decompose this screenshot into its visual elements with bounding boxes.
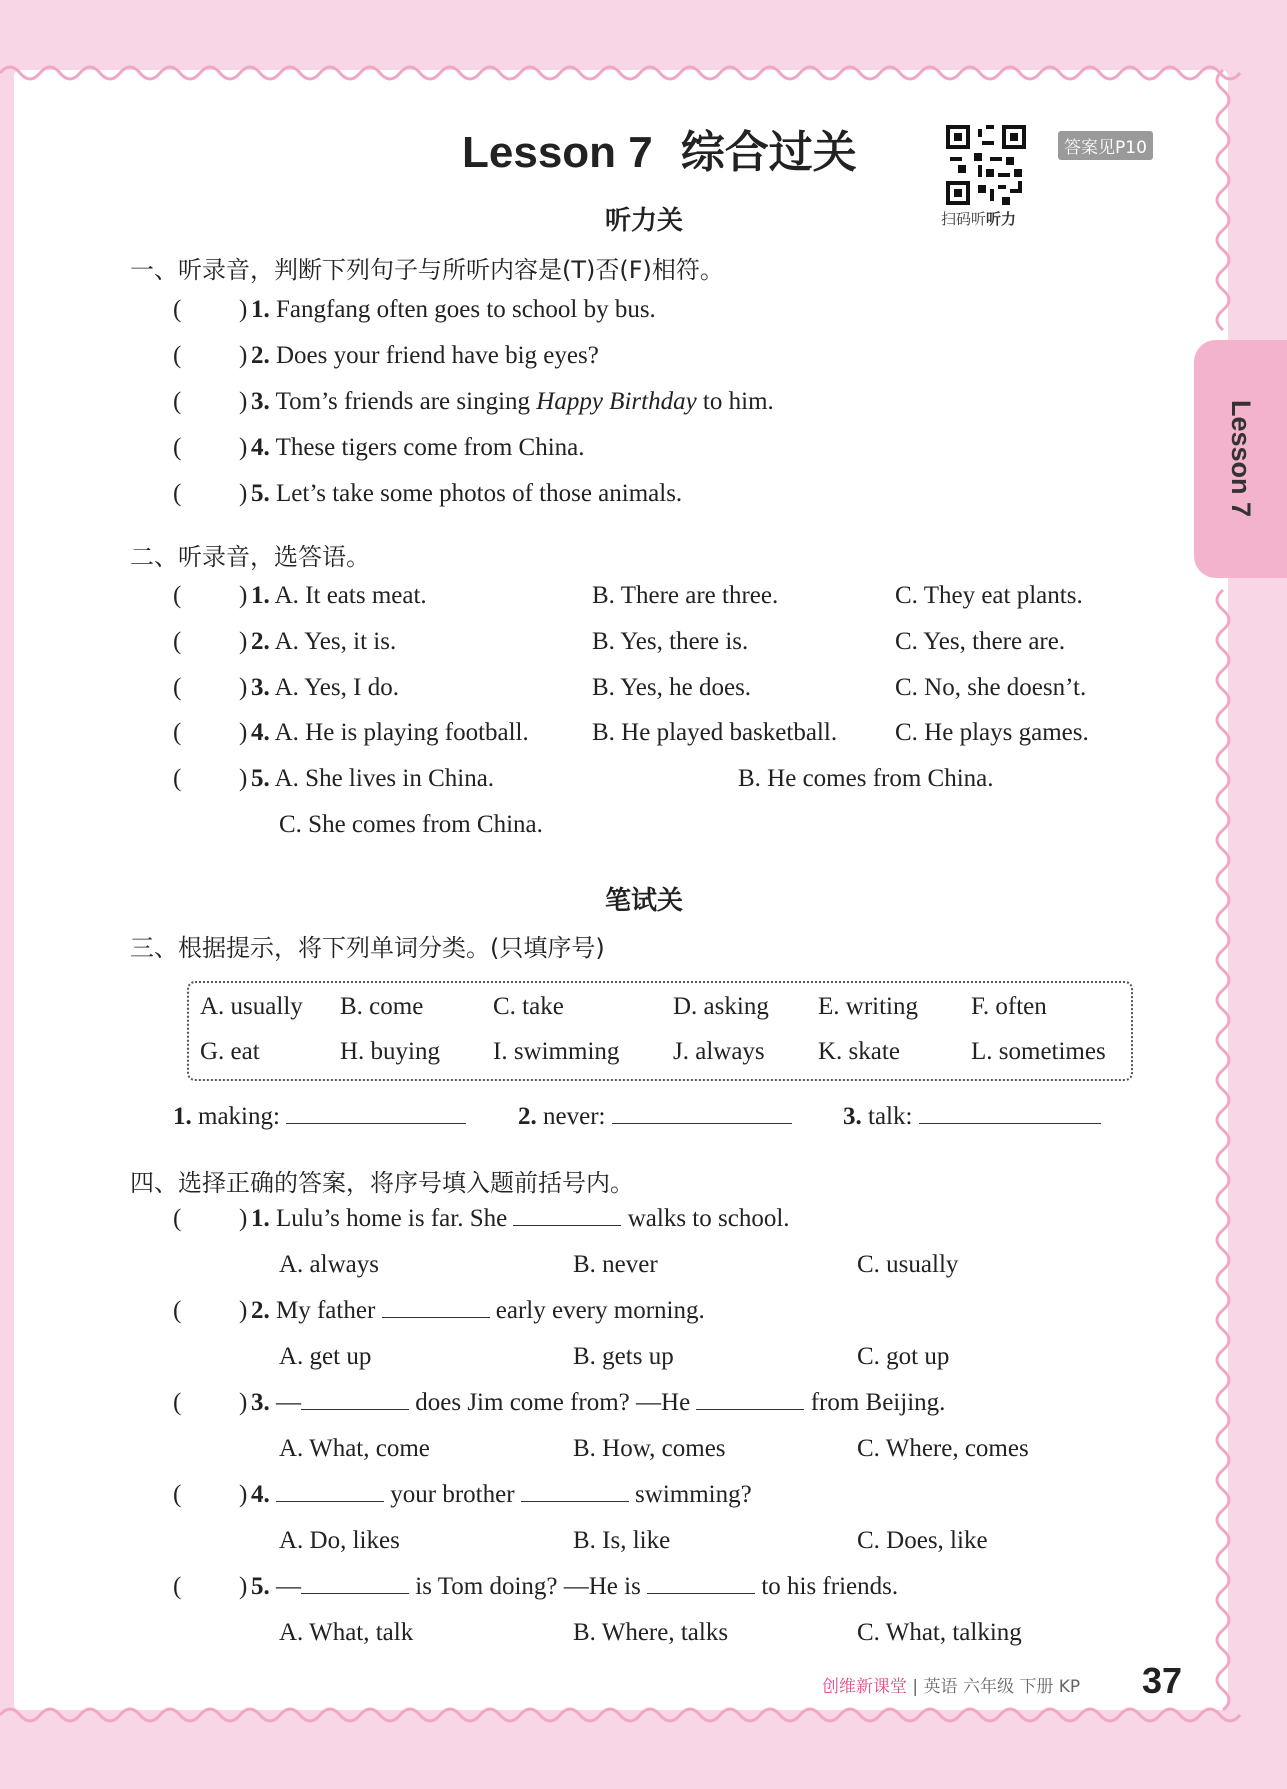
part2-item-1: ( ) 1. A. It eats meat. B. There are three. C. They eat plants.: [173, 582, 1083, 609]
part1-item-4: ( ) 4. These tigers come from China.: [173, 434, 585, 461]
part2-item-2: ( ) 2. A. Yes, it is. B. Yes, there is. C. Yes, there are.: [173, 628, 1066, 655]
part2-item-4: ( ) 4. A. He is playing football. B. He played basketball. C. He plays games.: [173, 719, 1089, 746]
part3-prompts: 1. making: 2. never: 3. talk:: [0, 1103, 1287, 1139]
answer-blank[interactable]: [919, 1122, 1101, 1124]
answer-blank[interactable]: [696, 1408, 804, 1410]
part4-item-1: ( ) 1. Lulu’s home is far. She walks to school.: [173, 1205, 790, 1232]
answer-bracket[interactable]: ( ): [173, 1481, 248, 1508]
word-bank-row-1: [0, 993, 1287, 1029]
answer-bracket[interactable]: ( ): [173, 1389, 248, 1416]
part4-item-4: ( ) 4. your brother swimming?: [173, 1481, 752, 1508]
lesson-subtitle: 综合过关: [680, 128, 857, 177]
word-option: G. eat: [200, 1038, 260, 1065]
answer-bracket[interactable]: ( ): [173, 582, 248, 609]
word-option: B. come: [340, 993, 424, 1020]
part4-item-5: ( ) 5. — is Tom doing? —He is to his friends.: [173, 1573, 899, 1600]
part4-instruction: 四、选择正确的答案，将序号填入题前括号内。: [130, 1169, 634, 1197]
word-option: H. buying: [340, 1038, 440, 1065]
word-option: A. usually: [200, 993, 303, 1020]
answer-blank[interactable]: [276, 1500, 384, 1502]
answer-blank[interactable]: [382, 1316, 490, 1318]
answer-reference-badge: 答案见P10: [1058, 131, 1153, 160]
part1-item-3: ( ) 3. Tom’s friends are singing Happy Birthday to him.: [173, 388, 774, 415]
answer-bracket[interactable]: ( ): [173, 1297, 248, 1324]
word-option: I. swimming: [493, 1038, 620, 1065]
answer-bracket[interactable]: ( ): [173, 1205, 248, 1232]
answer-bracket[interactable]: ( ): [173, 342, 248, 369]
brand-name: 创维新课堂: [822, 1677, 907, 1697]
answer-bracket[interactable]: ( ): [173, 388, 248, 415]
answer-bracket[interactable]: ( ): [173, 480, 248, 507]
side-lesson-tab: Lesson 7: [1194, 340, 1287, 578]
answer-bracket[interactable]: ( ): [173, 434, 248, 461]
answer-blank[interactable]: [612, 1122, 792, 1124]
qr-label: 扫码听听力: [941, 210, 1017, 228]
answer-bracket[interactable]: ( ): [173, 765, 248, 792]
part3-instruction: 三、根据提示，将下列单词分类。(只填序号): [130, 934, 605, 962]
word-option: E. writing: [818, 993, 918, 1020]
part2-instruction: 二、听录音，选答语。: [130, 543, 370, 571]
answer-blank[interactable]: [286, 1122, 466, 1124]
writing-heading: 笔试关: [605, 886, 684, 916]
word-option: D. asking: [673, 993, 769, 1020]
answer-blank[interactable]: [513, 1224, 621, 1226]
part4-item-3-options: A. What, come B. How, comes C. Where, comes: [279, 1435, 1029, 1462]
word-option: J. always: [673, 1038, 765, 1065]
listening-heading: 听力关: [605, 206, 684, 236]
part4-item-2: ( ) 2. My father early every morning.: [173, 1297, 705, 1324]
lesson-title: Lesson 7: [462, 128, 653, 177]
footer-info: 创维新课堂 | 英语 六年级 下册 KP: [822, 1677, 1081, 1697]
answer-blank[interactable]: [301, 1592, 409, 1594]
word-option: C. take: [493, 993, 564, 1020]
part2-item-3: ( ) 3. A. Yes, I do. B. Yes, he does. C. No, she doesn’t.: [173, 674, 1087, 701]
answer-bracket[interactable]: ( ): [173, 719, 248, 746]
answer-blank[interactable]: [301, 1408, 409, 1410]
part2-item-5: ( ) 5. A. She lives in China. B. He comes from China.: [173, 765, 994, 792]
page-number: 37: [1142, 1660, 1183, 1701]
answer-bracket[interactable]: ( ): [173, 674, 248, 701]
word-option: L. sometimes: [971, 1038, 1106, 1065]
word-option: F. often: [971, 993, 1047, 1020]
part4-item-5-options: A. What, talk B. Where, talks C. What, talking: [279, 1619, 1022, 1646]
part1-instruction: 一、听录音，判断下列句子与所听内容是(T)否(F)相符。: [130, 256, 724, 284]
answer-bracket[interactable]: ( ): [173, 296, 248, 323]
part1-item-1: ( ) 1. Fangfang often goes to school by bus.: [173, 296, 656, 323]
part4-item-1-options: A. always B. never C. usually: [279, 1251, 959, 1278]
part1-item-2: ( ) 2. Does your friend have big eyes?: [173, 342, 599, 369]
part4-item-2-options: A. get up B. gets up C. got up: [279, 1343, 950, 1370]
page-title: [462, 116, 857, 180]
answer-bracket[interactable]: ( ): [173, 1573, 248, 1600]
part1-item-5: ( ) 5. Let’s take some photos of those animals.: [173, 480, 683, 507]
word-bank-row-2: [0, 1038, 1287, 1074]
part2-item-5-option-c: C. She comes from China.: [279, 811, 543, 838]
answer-bracket[interactable]: ( ): [173, 628, 248, 655]
part4-item-4-options: A. Do, likes B. Is, like C. Does, like: [279, 1527, 988, 1554]
answer-blank[interactable]: [521, 1500, 629, 1502]
answer-blank[interactable]: [647, 1592, 755, 1594]
qr-code-icon[interactable]: [946, 125, 1026, 205]
word-option: K. skate: [818, 1038, 900, 1065]
part4-item-3: ( ) 3. — does Jim come from? —He from Beijing.: [173, 1389, 946, 1416]
